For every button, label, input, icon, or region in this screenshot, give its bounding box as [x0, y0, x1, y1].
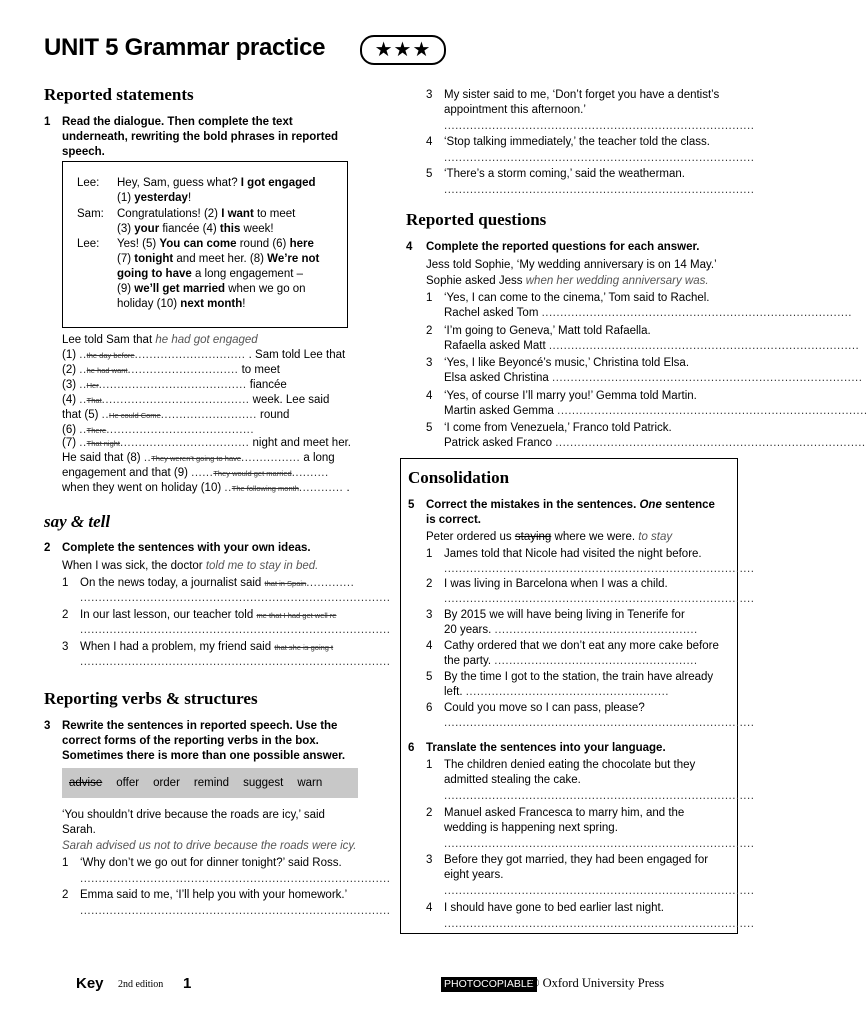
answer-line[interactable]: .................................................................................... [444, 885, 755, 897]
exercise-4-instructions: Complete the reported questions for each answer. [426, 241, 700, 253]
answer-6: There [86, 426, 107, 435]
item-number: 3 [426, 89, 433, 101]
answer-3: Her [86, 381, 99, 390]
item-number: 2 [426, 807, 433, 819]
sentence-continuation: admitted stealing the cake. [444, 774, 581, 786]
sentence-to-translate: I should have gone to bed earlier last night. [444, 902, 664, 914]
exercise-3-example-answer: Sarah advised us not to drive because the roads were icy. [62, 840, 357, 852]
footer-publisher: © Oxford University Press [530, 976, 665, 990]
exercise-4-example-1: Jess told Sophie, ‘My wedding anniversary is on 14 May.’ [426, 259, 717, 271]
sentence-continuation[interactable]: 20 years. ....................................................... [444, 624, 698, 636]
exercise-4-example-2: Sophie asked Jess when her wedding anniversary was. [426, 275, 709, 287]
sentence-to-correct: By 2015 we will have being living in Tenerife for [444, 609, 685, 621]
reported-question-line[interactable]: Martin asked Gemma .................................................................................... [444, 404, 868, 417]
answer-line[interactable]: .................................................................................... [444, 563, 755, 575]
handwritten-answer: me that I had get well re [256, 611, 337, 620]
handwritten-answer: that in Spain [264, 579, 307, 588]
fill-line-10[interactable]: when they went on holiday (10) ..The following month............ . [62, 482, 350, 494]
exercise-5-example: Peter ordered us staying where we were. to stay [426, 531, 673, 543]
verb-remind: remind [193, 777, 230, 789]
sentence-to-translate: Manuel asked Francesca to marry him, and the [444, 807, 685, 819]
exercise-2-number: 2 [44, 542, 51, 554]
exercise-5-number: 5 [408, 499, 415, 511]
lead-example: he had got engaged [155, 334, 258, 346]
item-number: 4 [426, 389, 433, 402]
answer-line[interactable]: .................................................................................... [444, 790, 755, 802]
sentence-prompt: ‘Why don’t we go out for dinner tonight?’ said Ross. [80, 857, 342, 869]
sentence-to-correct: By the time I got to the station, the train have already [444, 671, 714, 683]
handwritten-answer: that she is going t [274, 643, 334, 652]
section-heading-reporting-verbs: Reporting verbs & structures [44, 689, 258, 708]
exercise-6-instructions: Translate the sentences into your language. [426, 742, 666, 754]
item-number: 5 [426, 671, 433, 683]
sentence-to-correct: Could you move so I can pass, please? [444, 702, 645, 714]
sentence-prompt: Emma said to me, ‘I’ll help you with your homework.’ [80, 889, 348, 901]
item-number: 1 [426, 759, 433, 771]
verb-order: order [153, 777, 180, 789]
answer-line[interactable]: .................................................................................... [80, 905, 391, 917]
sentence-to-translate: Before they got married, they had been engaged for [444, 854, 709, 866]
exercise-3-example: ‘You shouldn’t drive because the roads are icy,’ said Sarah. [62, 809, 325, 836]
answer-9: They would get married [213, 469, 292, 478]
sentence-to-correct: James told that Nicole had visited the night before. [444, 548, 702, 560]
sentence-continuation: wedding is happening next spring. [444, 822, 618, 834]
section-heading-say-tell: say & tell [44, 512, 111, 531]
exercise-2-example: When I was sick, the doctor told me to stay in bed. [62, 560, 319, 572]
sentence-prompt: ‘There’s a storm coming,’ said the weatherman. [444, 168, 685, 180]
answer-10: The following month [231, 484, 299, 493]
exercise-3-instructions: Rewrite the sentences in reported speech. Use the correct forms of the reporting verbs in the box. Sometimes there is more than one possible answer. [62, 720, 346, 762]
section-heading-reported-questions: Reported questions [406, 210, 547, 229]
item-number: 6 [426, 702, 433, 714]
sentence-to-correct: I was living in Barcelona when I was a child. [444, 578, 668, 590]
verb-offer: offer [116, 777, 140, 789]
answer-5: He could Come [109, 411, 161, 420]
item-number: 3 [426, 609, 433, 621]
reported-question-line[interactable]: Rafaella asked Matt .................................................................................... [444, 339, 860, 352]
fill-line-4[interactable]: (4) ..That........................................ week. Lee said [62, 394, 330, 406]
sentence-to-translate: The children denied eating the chocolate but they [444, 759, 696, 771]
question-quote: ‘Yes, of course I’ll marry you!’ Gemma told Martin. [444, 389, 697, 402]
answer-8: They weren't going to have [151, 454, 242, 463]
verb-warn: warn [297, 777, 323, 789]
answer-line[interactable]: .................................................................................... [80, 592, 391, 604]
exercise-1-instructions: Read the dialogue. Then complete the text underneath, rewriting the bold phrases in reported speech. [62, 116, 339, 158]
dialogue-line: Yes! (5) You can come round (6) here (7) tonight and meet her. (8) We’re not going to have a long engagement – (9) we’ll get married when we go on holiday (10) next month! [117, 238, 320, 310]
answer-2: he had want [86, 366, 128, 375]
fill-line-8[interactable]: He said that (8) ..They weren't going to have................ a long [62, 452, 335, 464]
question-quote: ‘I come from Venezuela,’ Franco told Patrick. [444, 422, 672, 434]
sentence-prompt: On the news today, a journalist said that in Spain............. [80, 577, 355, 589]
dialogue-speaker: Sam: [77, 208, 104, 220]
dialogue-speaker: Lee: [77, 238, 100, 250]
difficulty-stars [360, 35, 446, 65]
answer-line[interactable]: .................................................................................... [444, 918, 755, 930]
item-number: 2 [62, 609, 69, 621]
item-number: 2 [62, 889, 69, 901]
item-number: 5 [426, 168, 433, 180]
answer-line[interactable]: .................................................................................... [444, 838, 755, 850]
answer-line[interactable]: .................................................................................... [444, 120, 755, 132]
item-number: 3 [426, 357, 433, 369]
page-title: UNIT 5 Grammar practice [44, 34, 326, 61]
sentence-to-correct: Cathy ordered that we don’t eat any more cake before [444, 640, 719, 652]
lead-text: Lee told Sam that [62, 334, 153, 346]
item-number: 1 [62, 577, 69, 589]
item-number: 4 [426, 902, 433, 914]
item-number: 4 [426, 640, 433, 652]
fill-line-1[interactable]: (1) ..the day before.............................. . Sam told Lee that [62, 349, 346, 361]
dialogue-line: Congratulations! (2) I want to meet (3) your fiancée (4) this week! [117, 208, 296, 235]
item-number: 2 [426, 324, 433, 337]
answer-1: the day before [86, 351, 135, 360]
answer-4: That [86, 396, 102, 405]
answer-line[interactable]: .................................................................................... [444, 593, 755, 605]
answer-line[interactable]: .................................................................................... [80, 624, 391, 636]
item-number: 1 [62, 857, 69, 869]
answer-line[interactable]: .................................................................................... [80, 656, 391, 668]
fill-line-5[interactable]: that (5) ..He could Come.......................... round [62, 409, 290, 421]
footer-key: Key [76, 975, 104, 992]
answer-line[interactable]: .................................................................................... [444, 717, 755, 729]
sentence-prompt: ‘Stop talking immediately,’ the teacher told the class. [444, 136, 710, 148]
dialogue-speaker: Lee: [77, 177, 100, 189]
reported-question-line[interactable]: Patrick asked Franco .................................................................................... [444, 437, 866, 449]
verb-advise: advise [69, 777, 103, 789]
lead-line [62, 333, 258, 348]
sentence-continuation[interactable]: the party. ....................................................... [444, 655, 698, 667]
answer-7: That night [86, 439, 120, 448]
question-quote: ‘Yes, I like Beyoncé’s music,’ Christina told Elsa. [444, 357, 690, 369]
item-number: 1 [426, 548, 433, 560]
sentence-continuation[interactable]: left. ....................................................... [444, 686, 669, 698]
photocopiable-badge: PHOTOCOPIABLE [441, 977, 537, 992]
exercise-3-number: 3 [44, 720, 51, 732]
verb-box-words [69, 776, 336, 791]
exercise-4-number: 4 [406, 241, 413, 253]
item-number: 3 [62, 641, 69, 653]
sentence-prompt: In our last lesson, our teacher told me that I had get well re [80, 609, 337, 621]
fill-line-6[interactable]: (6) ..There........................................ [62, 424, 255, 436]
exercise-6-number: 6 [408, 742, 415, 754]
section-heading-consolidation: Consolidation [408, 468, 510, 487]
item-number: 1 [426, 292, 433, 304]
reported-question-line[interactable]: Rachel asked Tom .................................................................................... [444, 307, 852, 319]
question-quote: ‘Yes, I can come to the cinema,’ Tom said to Rachel. [444, 292, 710, 304]
fill-line-7[interactable]: (7) ..That night................................... night and meet her. [62, 437, 351, 449]
stars-icon: ★★★ [374, 39, 432, 61]
reported-question-line[interactable]: Elsa asked Christina .................................................................................... [444, 372, 863, 384]
section-heading-reported-statements: Reported statements [44, 85, 194, 104]
fill-line-3[interactable]: (3) ..Her........................................ fiancée [62, 379, 287, 391]
item-number: 4 [426, 136, 433, 148]
fill-line-2[interactable]: (2) ..he had want.............................. to meet [62, 364, 280, 376]
item-number: 2 [426, 578, 433, 590]
sentence-prompt: When I had a problem, my friend said that she is going t [80, 641, 334, 653]
answer-line[interactable]: .................................................................................... [80, 873, 391, 885]
footer-edition: 2nd edition [118, 979, 164, 990]
dialogue-line: Hey, Sam, guess what? I got engaged (1) yesterday! [117, 177, 316, 204]
answer-line[interactable]: .................................................................................... [444, 152, 755, 164]
exercise-2-instructions: Complete the sentences with your own ideas. [62, 542, 311, 554]
exercise-1-number: 1 [44, 116, 51, 128]
question-quote: ‘I’m going to Geneva,’ Matt told Rafaella. [444, 324, 651, 337]
sentence-continuation: eight years. [444, 869, 504, 881]
item-number: 5 [426, 422, 433, 434]
exercise-5-instructions: Correct the mistakes in the sentences. One sentence is correct. [426, 499, 715, 526]
sentence-prompt: My sister said to me, ‘Don’t forget you have a dentist’s appointment this afternoon.’ [444, 89, 720, 116]
answer-line[interactable]: .................................................................................... [444, 184, 755, 196]
footer-page-number: 1 [183, 975, 192, 992]
fill-line-9[interactable]: engagement and that (9) ......They would get married.......... [62, 467, 329, 479]
verb-suggest: suggest [243, 777, 284, 789]
item-number: 3 [426, 854, 433, 866]
